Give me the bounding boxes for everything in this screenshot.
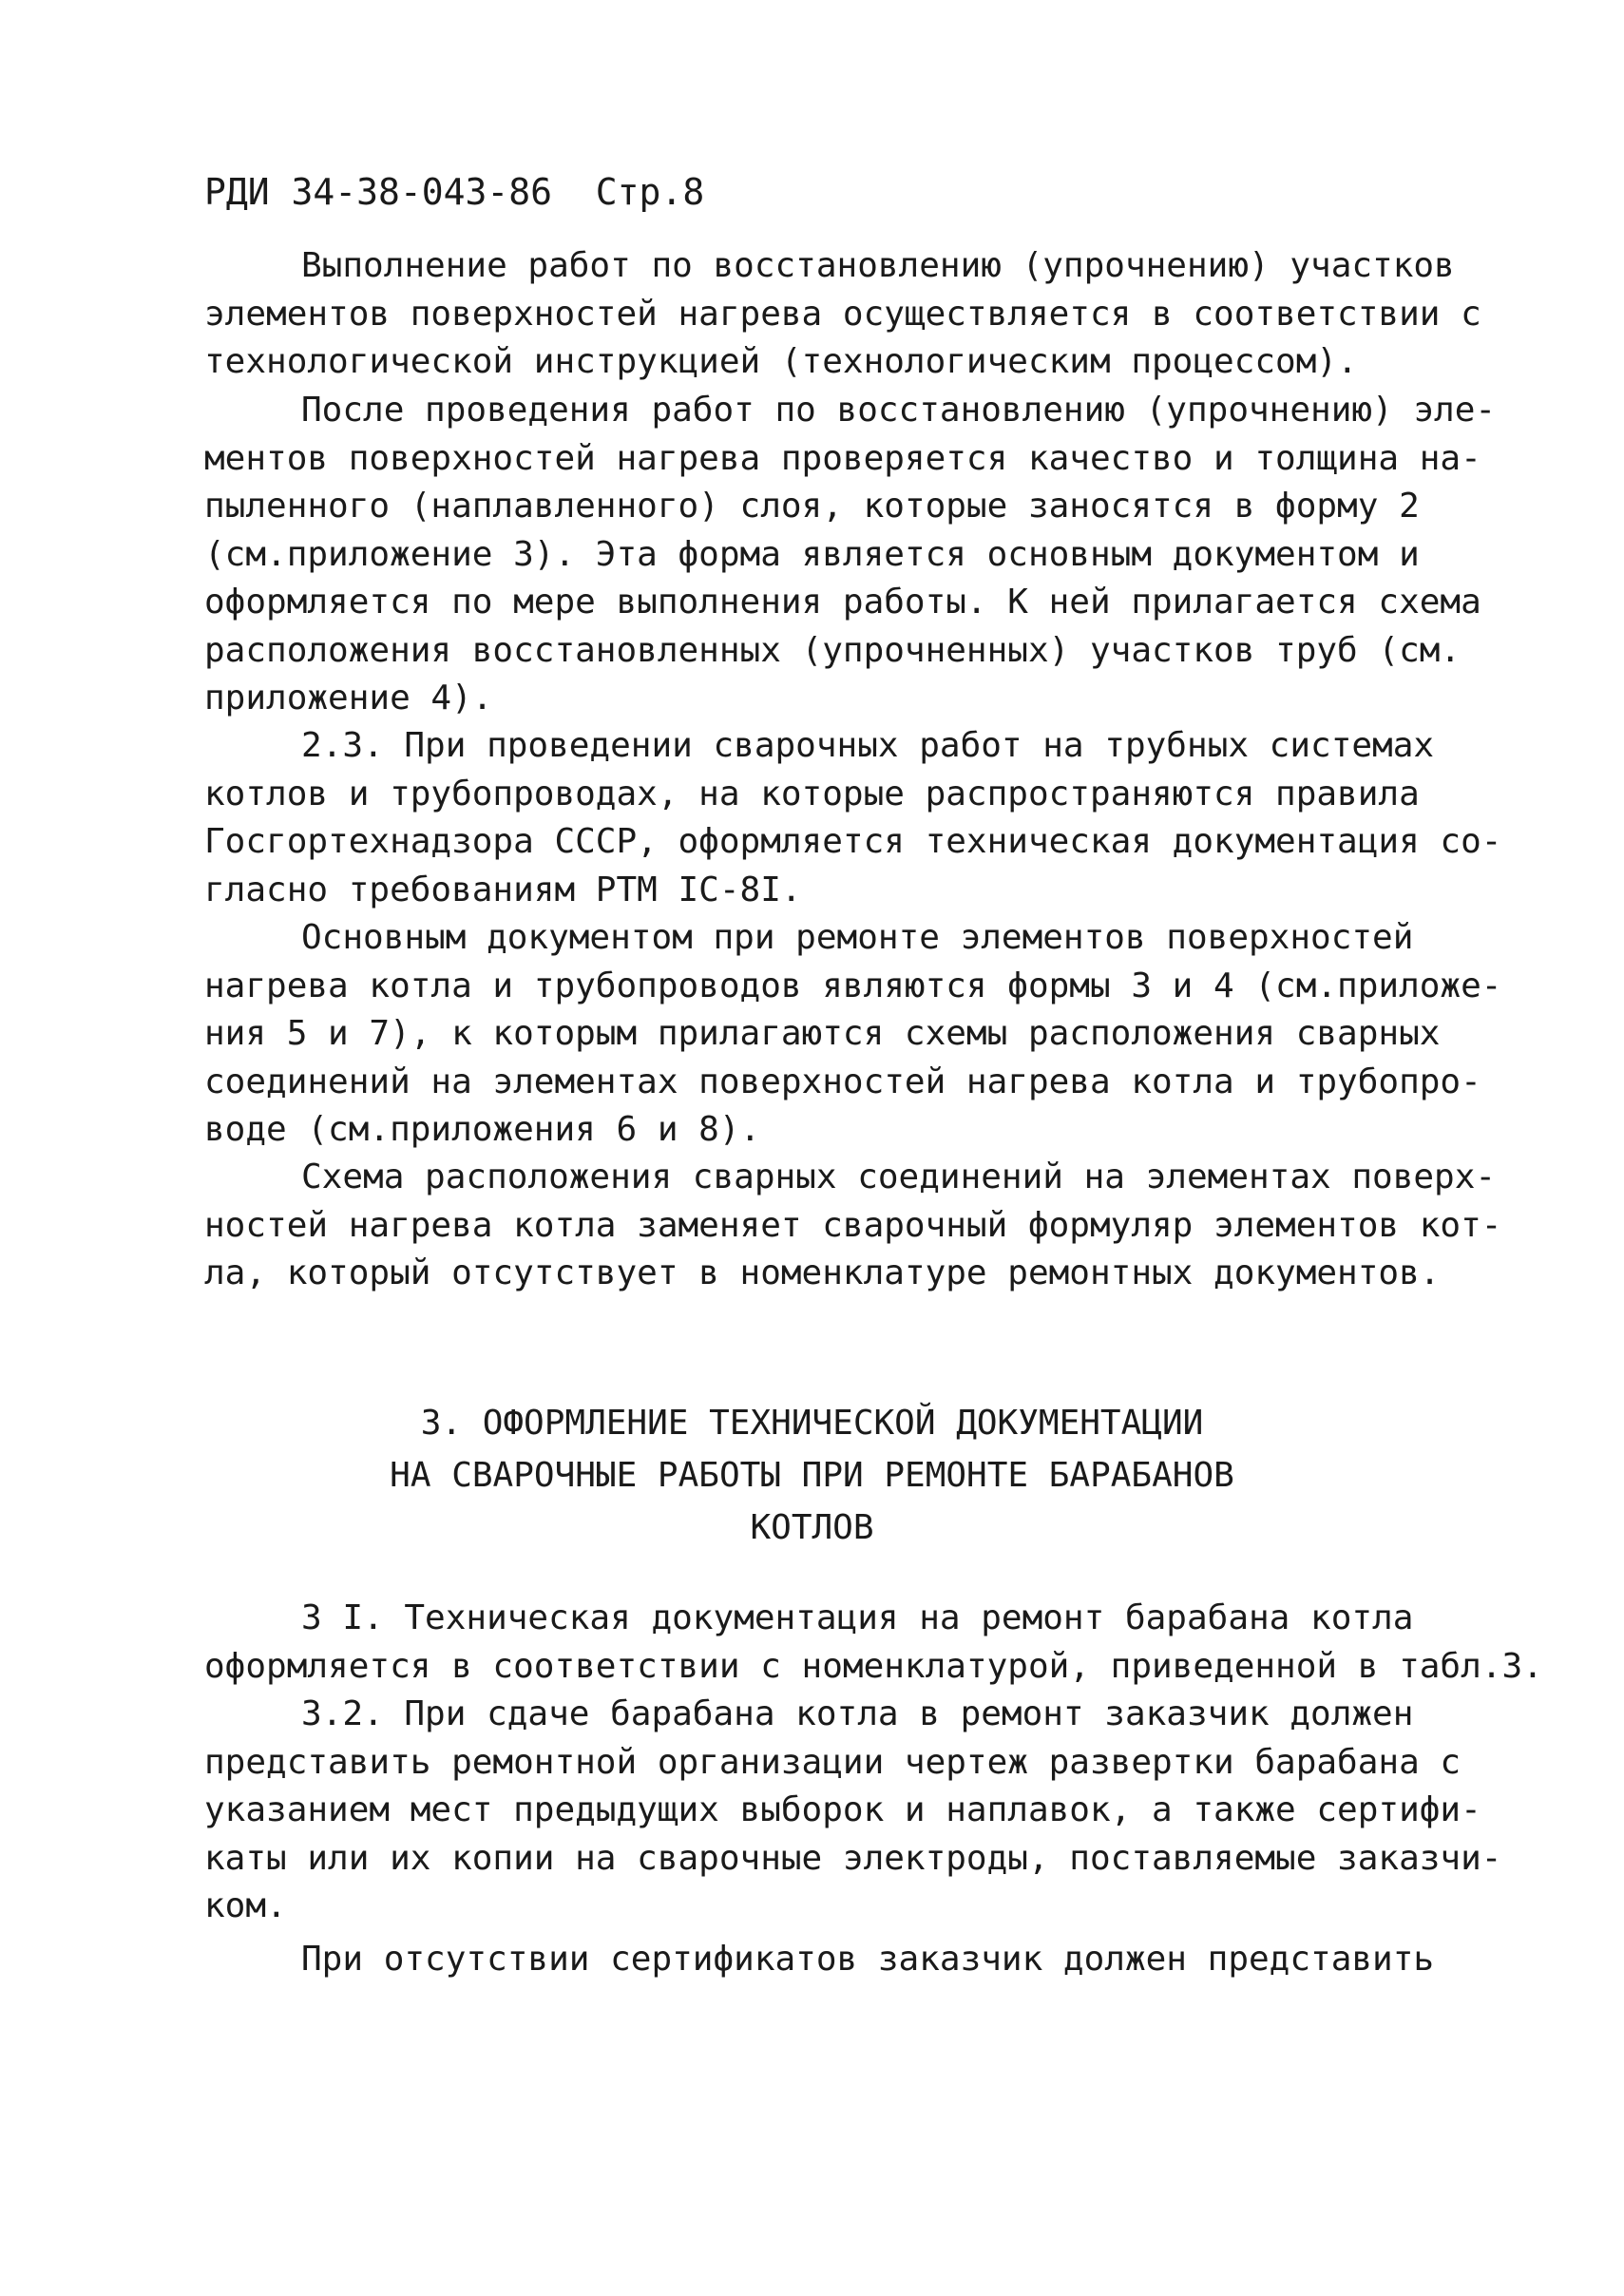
text-line: представить ремонтной организации чертеж развертки барабана с — [204, 1742, 1462, 1782]
heading-line: НА СВАРОЧНЫЕ РАБОТЫ ПРИ РЕМОНТЕ БАРАБАНОВ — [390, 1456, 1234, 1495]
text-line: гласно требованиям РТМ IC-8I. — [204, 870, 802, 909]
text-line: 3.2. При сдаче барабана котла в ремонт заказчик должен — [301, 1694, 1414, 1733]
text-line: котлов и трубопроводах, на которые распространяются правила — [204, 774, 1420, 813]
text-line: При отсутствии сертификатов заказчик должен представить — [301, 1940, 1435, 1979]
text-line: указанием мест предыдущих выборок и наплавок, а также сертифи- — [204, 1790, 1481, 1829]
paragraph-no-certificates — [204, 1936, 1478, 1984]
text-line: нагрева котла и трубопроводов являются формы 3 и 4 (см.приложе- — [204, 966, 1502, 1005]
paragraph-2-3-welding — [204, 722, 1502, 914]
paragraph-weld-scheme — [204, 1154, 1502, 1298]
text-line: воде (см.приложения 6 и 8). — [204, 1110, 761, 1149]
text-line: оформляется по мере выполнения работы. К ней прилагается схема — [204, 583, 1481, 622]
paragraph-main-document — [204, 914, 1502, 1155]
text-line: оформляется в соответствии с номенклатурой, приведенной в табл.3. — [204, 1646, 1543, 1686]
text-line: Госгортехнадзора СССР, оформляется техническая документация со- — [204, 822, 1502, 861]
text-line: Схема расположения сварных соединений на элементах поверх- — [301, 1158, 1497, 1196]
text-line: ком. — [204, 1886, 287, 1925]
text-line: ния 5 и 7), к которым прилагаются схемы расположения сварных — [204, 1014, 1441, 1053]
text-line: (см.приложение 3). Эта форма является основным документом и — [204, 534, 1420, 574]
paragraph-quality-check — [204, 387, 1497, 723]
paragraph-3-2 — [204, 1691, 1502, 1931]
text-line: Основным документом при ремонте элементов поверхностей — [301, 918, 1414, 957]
text-line: 3 I. Техническая документация на ремонт барабана котла — [301, 1598, 1414, 1637]
text-line: пыленного (наплавленного) слоя, которые заносятся в форму 2 — [204, 487, 1420, 526]
text-line: Выполнение работ по восстановлению (упрочнению) участков — [301, 246, 1455, 285]
text-line: технологической инструкцией (технологическим процессом). — [204, 342, 1358, 381]
text-line: приложение 4). — [204, 679, 493, 718]
text-line: ностей нагрева котла заменяет сварочный формуляр элементов кот- — [204, 1205, 1502, 1245]
page-header: РДИ 34-38-043-86 Стр.8 — [204, 171, 705, 213]
heading-line: 3. ОФОРМЛЕНИЕ ТЕХНИЧЕСКОЙ ДОКУМЕНТАЦИИ — [420, 1404, 1204, 1443]
paragraph-3-1 — [204, 1595, 1543, 1691]
text-line: ла, который отсутствует в номенклатуре ремонтных документов. — [204, 1253, 1441, 1292]
section-3-heading — [0, 1397, 1624, 1554]
text-line: 2.3. При проведении сварочных работ на трубных системах — [301, 726, 1435, 765]
text-line: каты или их копии на сварочные электроды, поставляемые заказчи- — [204, 1838, 1502, 1878]
text-line: расположения восстановленных (упрочненных) участков труб (см. — [204, 630, 1462, 670]
heading-line: КОТЛОВ — [750, 1508, 874, 1547]
text-line: элементов поверхностей нагрева осуществляется в соответствии с — [204, 294, 1481, 334]
text-line: ментов поверхностей нагрева проверяется качество и толщина на- — [204, 438, 1481, 478]
paragraph-restoration-work — [204, 242, 1481, 387]
text-line: После проведения работ по восстановлению (упрочнению) эле- — [301, 391, 1497, 430]
text-line: соединений на элементах поверхностей нагрева котла и трубопро- — [204, 1062, 1481, 1101]
